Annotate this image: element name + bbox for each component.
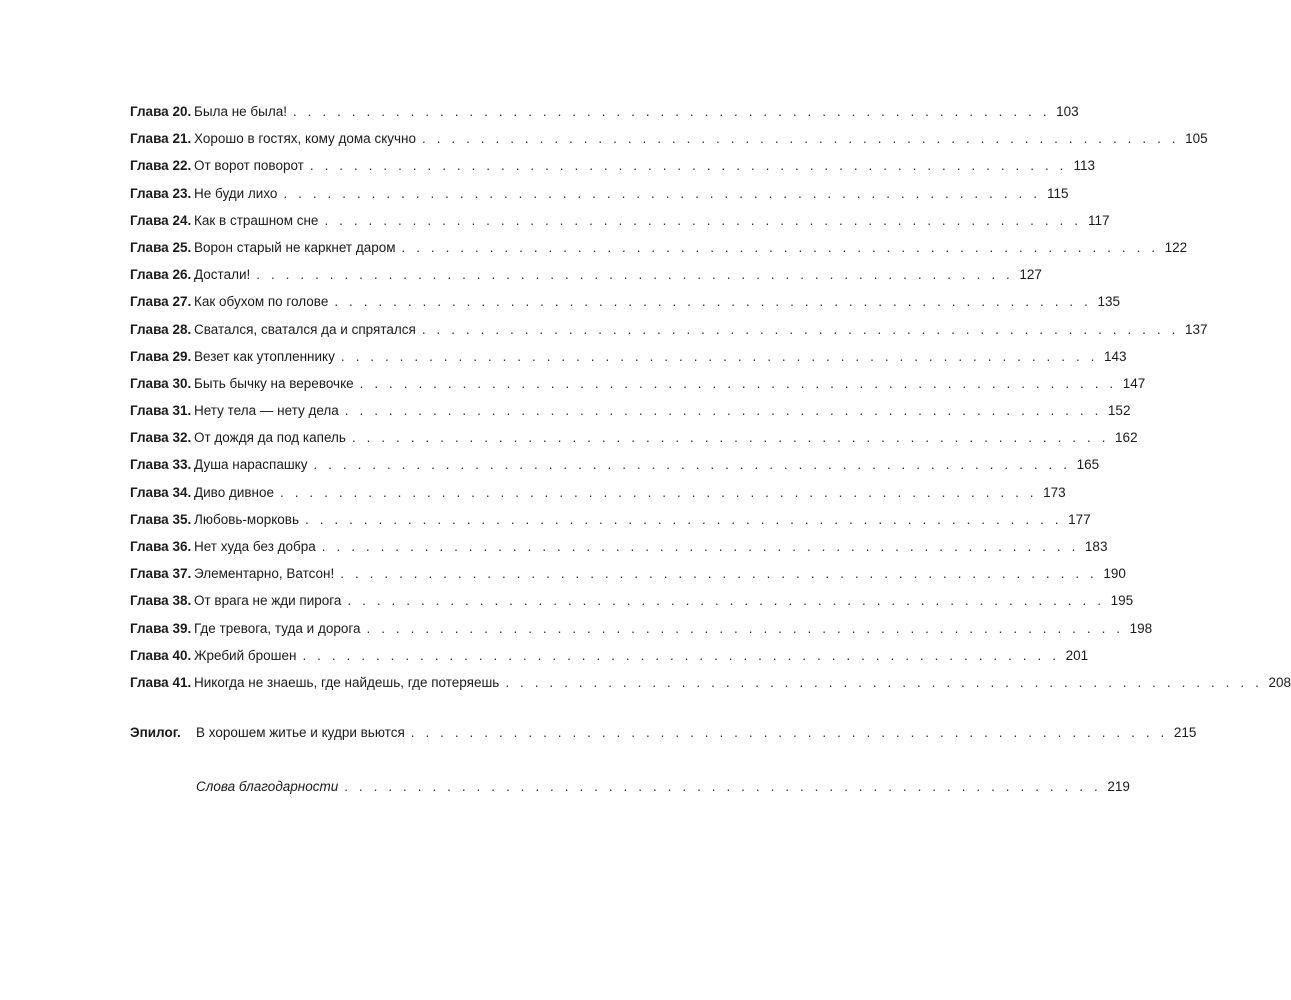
epilogue-label: Эпилог.	[130, 725, 181, 740]
page-number: 208	[1268, 674, 1291, 690]
dot-leader: . . . . . . . . . . . . . . . . . . . . . . . . . . . . . . . . . . . . . . . . . . . . . . . . . . . .	[256, 267, 1014, 283]
dot-leader: . . . . . . . . . . . . . . . . . . . . . . . . . . . . . . . . . . . . . . . . . . . . . . . . . . . .	[422, 131, 1180, 147]
dot-leader: . . . . . . . . . . . . . . . . . . . . . . . . . . . . . . . . . . . . . . . . . . . . . . . . . . . .	[505, 674, 1263, 690]
dot-leader: . . . . . . . . . . . . . . . . . . . . . . . . . . . . . . . . . . . . . . . . . . . . . . . . . . . .	[313, 457, 1071, 473]
chapter-number: Глава 24.	[130, 212, 192, 228]
page-number: 103	[1056, 104, 1079, 119]
chapter-title: Нету тела — нету дела	[194, 403, 339, 419]
chapter-title: Достали!	[194, 267, 251, 283]
toc-entry[interactable]	[130, 375, 1146, 403]
chapter-title: Нет худа без добра	[194, 539, 316, 554]
acknowledgements-title: Слова благодарности	[196, 779, 339, 794]
dot-leader: . . . . . . . . . . . . . . . . . . . . . . . . . . . . . . . . . . . . . . . . . . . . . . . . . . . .	[344, 779, 1102, 794]
toc-entry-acknowledgements[interactable]	[196, 779, 1130, 806]
dot-leader: . . . . . . . . . . . . . . . . . . . . . . . . . . . . . . . . . . . . . . . . . . . . . . . . . . . .	[344, 403, 1102, 419]
toc-entry-epilogue[interactable]	[130, 725, 1197, 752]
dot-leader: . . . . . . . . . . . . . . . . . . . . . . . . . . . . . . . . . . . . . . . . . . . . . . . . . . . .	[347, 593, 1105, 609]
chapter-number: Глава 28.	[130, 321, 192, 337]
page-number: 183	[1084, 539, 1108, 554]
chapter-number: Глава 22.	[130, 158, 192, 174]
dot-leader: . . . . . . . . . . . . . . . . . . . . . . . . . . . . . . . . . . . . . . . . . . . . . . . . . . . .	[321, 539, 1079, 554]
dot-leader: . . . . . . . . . . . . . . . . . . . . . . . . . . . . . . . . . . . . . . . . . . . . . . . . . . . .	[340, 566, 1098, 582]
page-number: 113	[1073, 158, 1095, 174]
toc-entry[interactable]	[130, 457, 1100, 484]
chapter-title: От ворот поворот	[194, 158, 304, 174]
table-of-contents	[130, 104, 1291, 702]
toc-entry[interactable]	[130, 321, 1208, 349]
page-number: 117	[1088, 212, 1110, 228]
toc-entry[interactable]	[130, 566, 1126, 593]
toc-entry[interactable]	[130, 539, 1108, 566]
epilogue-section	[130, 725, 1197, 752]
chapter-number: Глава 37.	[130, 566, 192, 582]
chapter-number: Глава 39.	[130, 620, 192, 636]
epilogue-title: В хорошем житье и кудри вьются	[196, 725, 405, 740]
page-number: 127	[1019, 267, 1042, 283]
toc-entry[interactable]	[130, 267, 1042, 294]
dot-leader: . . . . . . . . . . . . . . . . . . . . . . . . . . . . . . . . . . . . . . . . . . . . . . . . . . . .	[401, 239, 1159, 255]
chapter-title: Диво дивное	[194, 484, 275, 500]
chapter-title: Душа нараспашку	[194, 457, 308, 473]
page-number: 105	[1185, 131, 1208, 147]
dot-leader: . . . . . . . . . . . . . . . . . . . . . . . . . . . . . . . . . . . . . . . . . . . . . . . . . . . .	[280, 484, 1038, 500]
chapter-number: Глава 33.	[130, 457, 192, 473]
toc-entry[interactable]	[130, 212, 1110, 240]
chapter-title: Как обухом по голове	[194, 294, 329, 310]
dot-leader: . . . . . . . . . . . . . . . . . . . . . . . . . . . . . . . . . . . . . . . . . . . . . . . . . . . .	[292, 104, 1051, 119]
page-number: 147	[1122, 375, 1146, 391]
chapter-number: Глава 40.	[130, 647, 192, 663]
chapter-title: От врага не жди пирога	[194, 593, 342, 609]
chapter-title: Никогда не знаешь, где найдешь, где потеряешь	[194, 674, 500, 690]
chapter-number: Глава 27.	[130, 294, 192, 310]
toc-entry[interactable]	[130, 430, 1138, 457]
chapter-number: Глава 35.	[130, 511, 192, 527]
toc-entry[interactable]	[130, 294, 1120, 321]
chapter-title: Сватался, сватался да и спрятался	[194, 321, 416, 337]
chapter-number: Глава 29.	[130, 348, 192, 364]
dot-leader: . . . . . . . . . . . . . . . . . . . . . . . . . . . . . . . . . . . . . . . . . . . . . . . . . . . .	[410, 725, 1168, 740]
page-number: 137	[1184, 321, 1208, 337]
page-number: 190	[1103, 566, 1126, 582]
page-number: 215	[1173, 725, 1197, 740]
chapter-title: Как в страшном сне	[194, 212, 319, 228]
chapter-number: Глава 23.	[130, 185, 192, 201]
chapter-title: Быть бычку на веревочке	[194, 375, 354, 391]
dot-leader: . . . . . . . . . . . . . . . . . . . . . . . . . . . . . . . . . . . . . . . . . . . . . . . . . . . .	[305, 511, 1063, 527]
chapter-title: Элементарно, Ватсон!	[194, 566, 335, 582]
toc-entry[interactable]	[130, 158, 1095, 185]
page-number: 195	[1110, 593, 1134, 609]
chapter-number: Глава 36.	[130, 539, 192, 554]
chapter-number: Глава 41.	[130, 674, 192, 690]
chapter-number: Глава 26.	[130, 267, 192, 283]
page-number: 135	[1097, 294, 1120, 310]
toc-entry[interactable]	[130, 104, 1079, 131]
page-number: 152	[1107, 403, 1131, 419]
dot-leader: . . . . . . . . . . . . . . . . . . . . . . . . . . . . . . . . . . . . . . . . . . . . . . . . . . . .	[283, 185, 1041, 201]
page-number: 115	[1047, 185, 1069, 201]
chapter-number: Глава 31.	[130, 403, 192, 419]
page-number: 143	[1104, 348, 1127, 364]
page-number: 173	[1043, 484, 1066, 500]
toc-entry[interactable]	[130, 484, 1066, 512]
page-number: 219	[1107, 779, 1130, 794]
toc-entry[interactable]	[130, 239, 1188, 267]
chapter-number: Глава 25.	[130, 239, 192, 255]
chapter-number: Глава 30.	[130, 375, 192, 391]
dot-leader: . . . . . . . . . . . . . . . . . . . . . . . . . . . . . . . . . . . . . . . . . . . . . . . . . . . .	[351, 430, 1110, 446]
chapter-title: От дождя да под капель	[194, 430, 346, 446]
chapter-title: Ворон старый не каркнет даром	[194, 239, 396, 255]
chapter-number: Глава 34.	[130, 484, 192, 500]
page-number: 165	[1076, 457, 1100, 473]
chapter-title: Не буди лихо	[194, 185, 278, 201]
page-number: 122	[1164, 239, 1188, 255]
dot-leader: . . . . . . . . . . . . . . . . . . . . . . . . . . . . . . . . . . . . . . . . . . . . . . . . . . . .	[421, 321, 1179, 337]
chapter-title: Где тревога, туда и дорога	[194, 620, 361, 636]
acknowledgements-section	[196, 779, 1130, 806]
page-number: 177	[1068, 511, 1091, 527]
chapter-title: Была не была!	[194, 104, 287, 119]
toc-entry[interactable]	[130, 403, 1131, 430]
toc-entry[interactable]	[130, 620, 1153, 648]
chapter-number: Глава 21.	[130, 131, 192, 147]
chapter-title: Хорошо в гостях, кому дома скучно	[194, 131, 416, 147]
dot-leader: . . . . . . . . . . . . . . . . . . . . . . . . . . . . . . . . . . . . . . . . . . . . . . . . . . . .	[340, 348, 1098, 364]
dot-leader: . . . . . . . . . . . . . . . . . . . . . . . . . . . . . . . . . . . . . . . . . . . . . . . . . . . .	[359, 375, 1117, 391]
chapter-number: Глава 32.	[130, 430, 192, 446]
chapter-number: Глава 20.	[130, 104, 192, 119]
dot-leader: . . . . . . . . . . . . . . . . . . . . . . . . . . . . . . . . . . . . . . . . . . . . . . . . . . . .	[324, 212, 1082, 228]
toc-entry[interactable]	[130, 511, 1091, 539]
dot-leader: . . . . . . . . . . . . . . . . . . . . . . . . . . . . . . . . . . . . . . . . . . . . . . . . . . . .	[302, 647, 1060, 663]
dot-leader: . . . . . . . . . . . . . . . . . . . . . . . . . . . . . . . . . . . . . . . . . . . . . . . . . . . .	[309, 158, 1067, 174]
toc-entry[interactable]	[130, 185, 1069, 213]
chapter-title: Везет как утопленнику	[194, 348, 335, 364]
page-number: 198	[1129, 620, 1153, 636]
toc-entry[interactable]	[130, 674, 1291, 702]
toc-entry[interactable]	[130, 131, 1208, 158]
toc-entry[interactable]	[130, 593, 1134, 620]
chapter-number: Глава 38.	[130, 593, 192, 609]
toc-entry[interactable]	[130, 647, 1089, 675]
dot-leader: . . . . . . . . . . . . . . . . . . . . . . . . . . . . . . . . . . . . . . . . . . . . . . . . . . . .	[334, 294, 1092, 310]
toc-entry[interactable]	[130, 348, 1127, 376]
chapter-title: Жребий брошен	[194, 647, 297, 663]
dot-leader: . . . . . . . . . . . . . . . . . . . . . . . . . . . . . . . . . . . . . . . . . . . . . . . . . . . .	[366, 620, 1124, 636]
page-number: 162	[1115, 430, 1138, 446]
chapter-title: Любовь-морковь	[194, 511, 299, 527]
page-number: 201	[1065, 647, 1089, 663]
